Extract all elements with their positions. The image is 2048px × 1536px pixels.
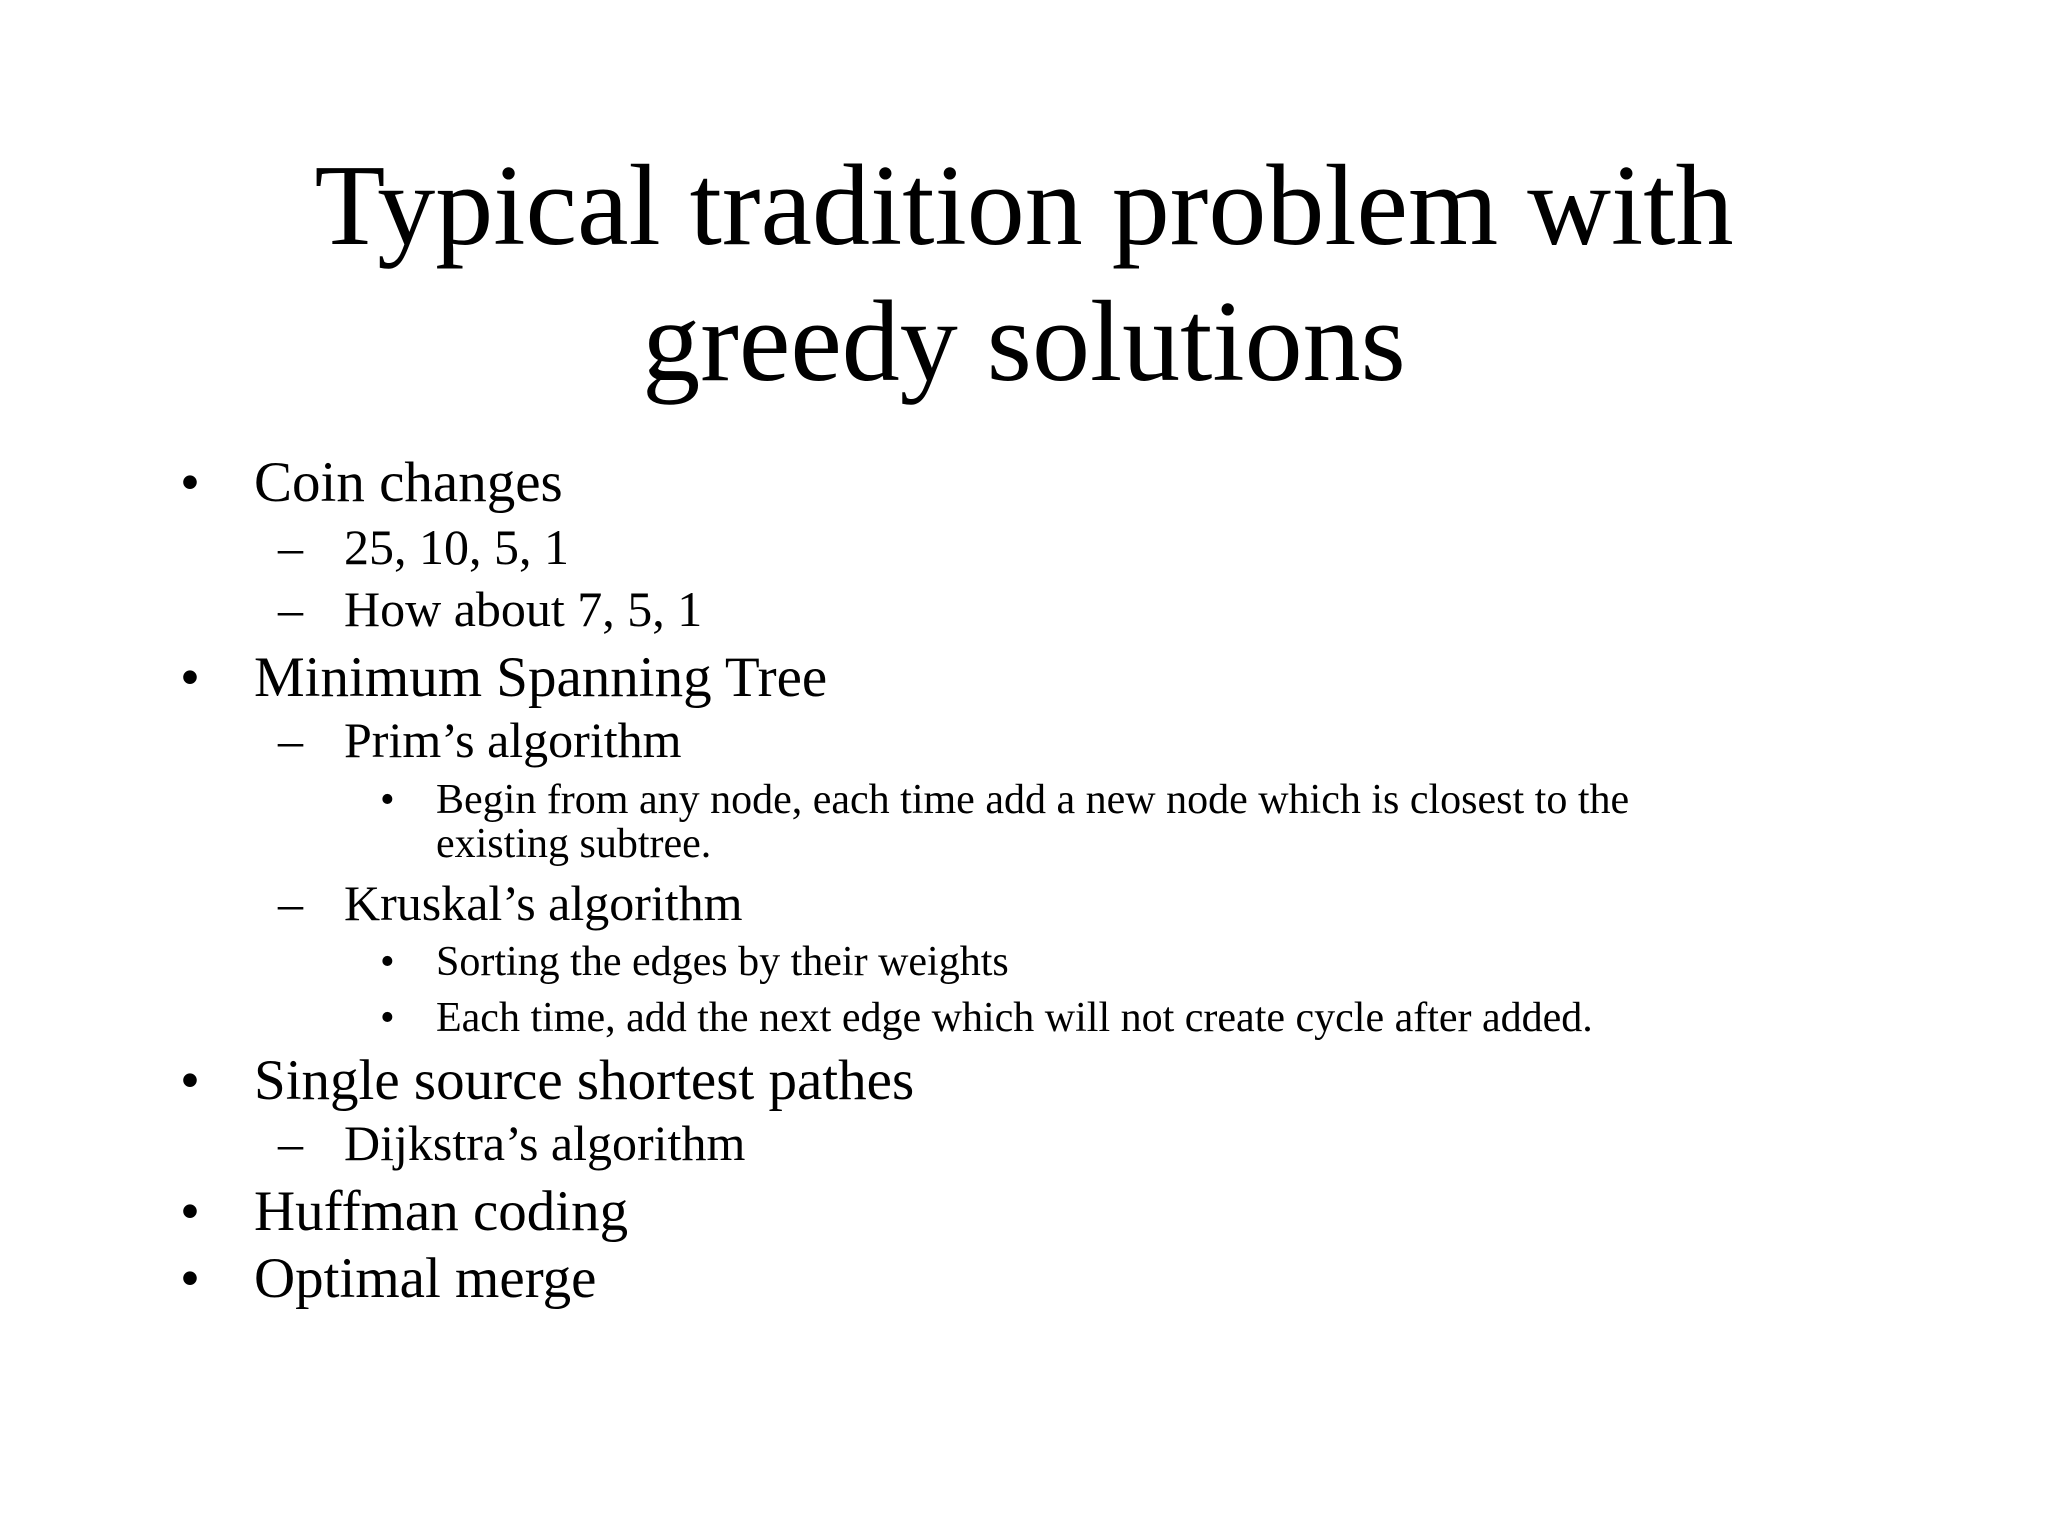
bullet-marker: •: [180, 1049, 200, 1112]
dash-marker: –: [278, 519, 303, 575]
bullet-marker: •: [380, 777, 395, 823]
sub-item-label: Dijkstra’s algorithm: [344, 1115, 746, 1171]
bullet-marker: •: [380, 939, 395, 985]
slide-title-line-1: Typical tradition problem with: [314, 142, 1734, 270]
slide-title: [0, 138, 2048, 410]
bullet-marker: •: [180, 451, 200, 514]
dash-marker: –: [278, 1115, 303, 1171]
point-label-line-1: Begin from any node, each time add a new node which is closest to the: [436, 777, 1630, 823]
dash-marker: –: [278, 712, 303, 768]
bullet-marker: •: [180, 1247, 200, 1310]
dash-marker: –: [278, 875, 303, 931]
dash-marker: –: [278, 581, 303, 637]
bullet-marker: •: [180, 646, 200, 709]
point-label: [436, 778, 1629, 866]
slide-title-line-2: greedy solutions: [642, 278, 1406, 406]
bullet-marker: •: [380, 995, 395, 1041]
sub-item-label: How about 7, 5, 1: [344, 581, 703, 637]
bullet-label: Single source shortest pathes: [254, 1049, 915, 1112]
sub-item-label: 25, 10, 5, 1: [344, 519, 569, 575]
sub-item-label: Prim’s algorithm: [344, 712, 682, 768]
bullet-label: Minimum Spanning Tree: [254, 646, 828, 709]
bullet-label: Huffman coding: [254, 1180, 629, 1243]
bullet-label: Optimal merge: [254, 1247, 597, 1310]
bullet-label: Coin changes: [254, 451, 563, 514]
bullet-marker: •: [180, 1180, 200, 1243]
point-label-line-2: existing subtree.: [436, 821, 712, 867]
sub-item-label: Kruskal’s algorithm: [344, 875, 743, 931]
point-label: Each time, add the next edge which will not create cycle after added.: [436, 995, 1593, 1041]
point-label: Sorting the edges by their weights: [436, 939, 1009, 985]
